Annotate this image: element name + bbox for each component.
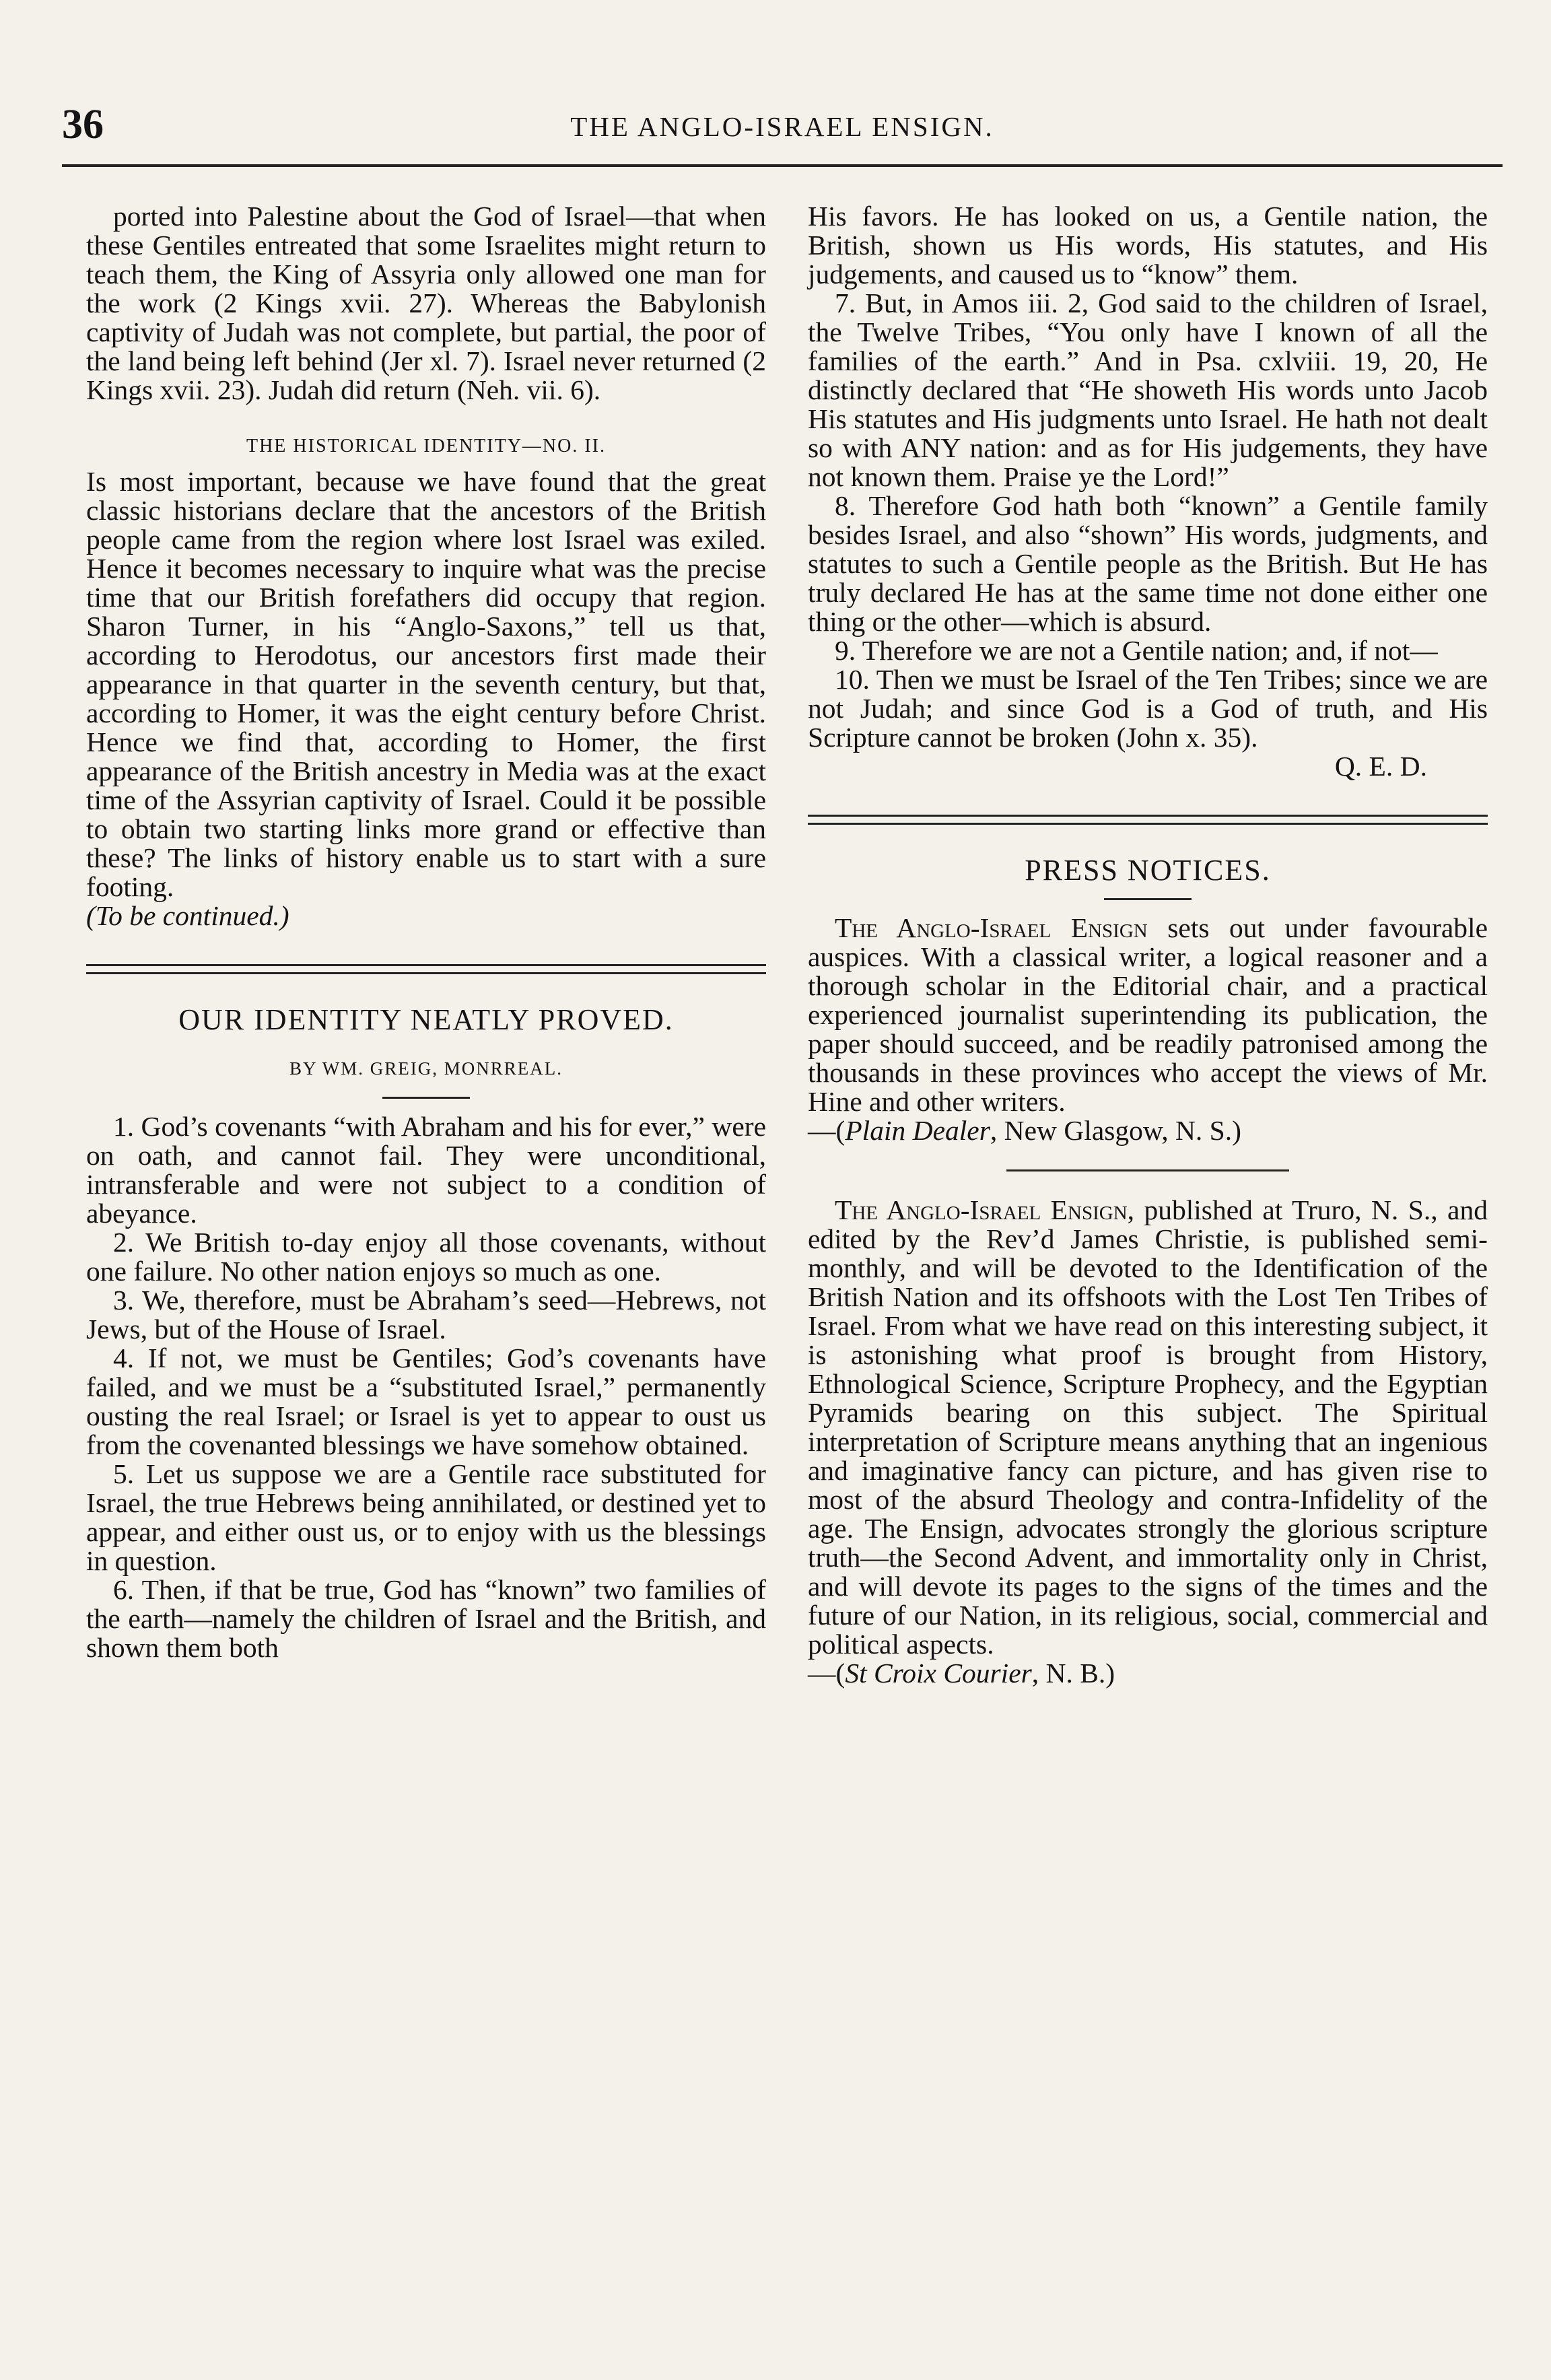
- numbered-item: 7. But, in Amos iii. 2, God said to the children of Israel, the Twelve Tribes, “You only have I known of all the families of the earth.” And in Psa. cxlviii. 19, 20, He distinctly declared that “He showeth His words unto Jacob His statutes and His judgments unto Israel. He hath not dealt so with ANY nation: and as for His judgements, they have not known them. Praise ye the Lord!”: [808, 287, 1488, 492]
- article-title: OUR IDENTITY NEATLY PROVED.: [178, 1003, 674, 1036]
- press-notice: [808, 1196, 1488, 1659]
- numbered-item: 10. Then we must be Israel of the Ten Tribes; since we are not Judah; and since God is a God of truth, and His Scripture cannot be broken (John x. 35).: [808, 664, 1488, 753]
- short-rule: [382, 1097, 470, 1099]
- numbered-item: 5. Let us suppose we are a Gentile race substituted for Israel, the true Hebrews being annihilated, or destined yet to appear, and either oust us, or to enjoy with us the blessings in question.: [86, 1458, 766, 1576]
- qed-mark: Q. E. D.: [1334, 751, 1427, 782]
- double-rule: [808, 815, 1488, 825]
- numbered-item: 9. Therefore we are not a Gentile nation; and, if not—: [835, 635, 1438, 666]
- article-byline: BY WM. GREIG, MONRREAL.: [289, 1058, 563, 1079]
- notice-lead: The Anglo-Israel Ensign: [835, 912, 1148, 943]
- notice-lead: The Anglo-Israel Ensign: [835, 1194, 1128, 1225]
- press-notice: [808, 914, 1488, 1116]
- numbered-item-continuation: His favors. He has looked on us, a Gentile nation, the British, shown us His words, His statutes, and His judgements, and caused us to “know” them.: [808, 201, 1488, 290]
- numbered-item: 6. Then, if that be true, God has “known” two families of the earth—namely the children of Israel and the British, and shown them both: [86, 1574, 766, 1663]
- notice-source: —(St Croix Courier, N. B.): [808, 1658, 1115, 1689]
- right-column: [808, 202, 1488, 1688]
- numbered-item: 3. We, therefore, must be Abraham’s seed—Hebrews, not Jews, but of the House of Israel.: [86, 1285, 766, 1345]
- section-subhead: THE HISTORICAL IDENTITY—NO. II.: [246, 436, 607, 456]
- intro-paragraph: ported into Palestine about the God of Israel—that when these Gentiles entreated that some Israelites might return to teach them, the King of Assyria only allowed one man for the work (2 Kings xvii. 27). Whereas the Babylonish captivity of Judah was not complete, but partial, the poor of the land being left behind (Jer xl. 7). Israel never returned (2 Kings xvii. 23). Judah did return (Neh. vii. 6).: [86, 201, 766, 405]
- notice-body: sets out under favourable auspices. With a classical writer, a logical reasoner and a thorough scholar in the Editorial chair, and a practical experienced journalist superintending its publication, the paper should succeed, and be readily patronised among the thousands in these provinces who accept the views of Mr. Hine and other writers.: [808, 912, 1488, 1117]
- to-be-continued: (To be continued.): [86, 900, 289, 931]
- double-rule: [86, 964, 766, 974]
- short-rule: [1104, 898, 1192, 900]
- left-column: [86, 202, 766, 1662]
- notice-source: —(Plain Dealer, New Glasgow, N. S.): [808, 1115, 1241, 1146]
- page-number: 36: [62, 102, 104, 147]
- short-rule: [1006, 1169, 1289, 1171]
- press-notices-title: PRESS NOTICES.: [1025, 854, 1271, 887]
- numbered-item: 8. Therefore God hath both “known” a Gentile family besides Israel, and also “shown” His words, judgments, and statutes to such a Gentile people as the British. But He has truly declared He has at the same time not done either one thing or the other—which is absurd.: [808, 490, 1488, 637]
- numbered-item: 4. If not, we must be Gentiles; God’s covenants have failed, and we must be a “substituted Israel,” permanently ousting the real Israel; or Israel is yet to appear to oust us from the covenanted blessings we have somehow obtained.: [86, 1342, 766, 1460]
- notice-source-name: St Croix Courier: [845, 1658, 1032, 1689]
- numbered-item: 2. We British to-day enjoy all those covenants, without one failure. No other nation enjoys so much as one.: [86, 1227, 766, 1287]
- numbered-item: 1. God’s covenants “with Abraham and his for ever,” were on oath, and cannot fail. They were unconditional, intransferable and were not subject to a condition of abeyance.: [86, 1111, 766, 1229]
- header-rule: [62, 164, 1503, 167]
- notice-body: , published at Truro, N. S., and edited by the Rev’d James Christie, is published semi-monthly, and will be devoted to the Identification of the British Nation and its offshoots with the Lost Ten Tribes of Israel. From what we have read on this interesting subject, it is astonishing what proof is brought from History, Ethnological Science, Scripture Prophecy, and the Egyptian Pyramids bearing on this subject. The Spiritual interpretation of Scripture means anything that an ingenious and imaginative fancy can picture, and has given rise to most of the absurd Theology and contra-Infidelity of the age. The Ensign, advocates strongly the glorious scripture truth—the Second Advent, and immortality only in Christ, and will devote its pages to the signs of the times and the future of our Nation, in its religious, social, commercial and political aspects.: [808, 1194, 1488, 1660]
- historical-identity-paragraph: Is most important, because we have found that the great classic historians declare that the ancestors of the British people came from the region where lost Israel was exiled. Hence it becomes necessary to inquire what was the precise time that our British forefathers did occupy that region. Sharon Turner, in his “Anglo-Saxons,” tell us that, according to Herodotus, our ancestors first made their appearance in that quarter in the seventh century, but that, according to Homer, it was the eight century before Christ. Hence we find that, according to Homer, the first appearance of the British ancestry in Media was at the exact time of the Assyrian captivity of Israel. Could it be possible to obtain two starting links more grand or effective than these? The links of history enable us to start with a sure footing.: [86, 466, 766, 902]
- running-title: THE ANGLO-ISRAEL ENSIGN.: [570, 111, 994, 142]
- notice-source-name: Plain Dealer: [845, 1115, 990, 1146]
- page-header: [62, 101, 1503, 155]
